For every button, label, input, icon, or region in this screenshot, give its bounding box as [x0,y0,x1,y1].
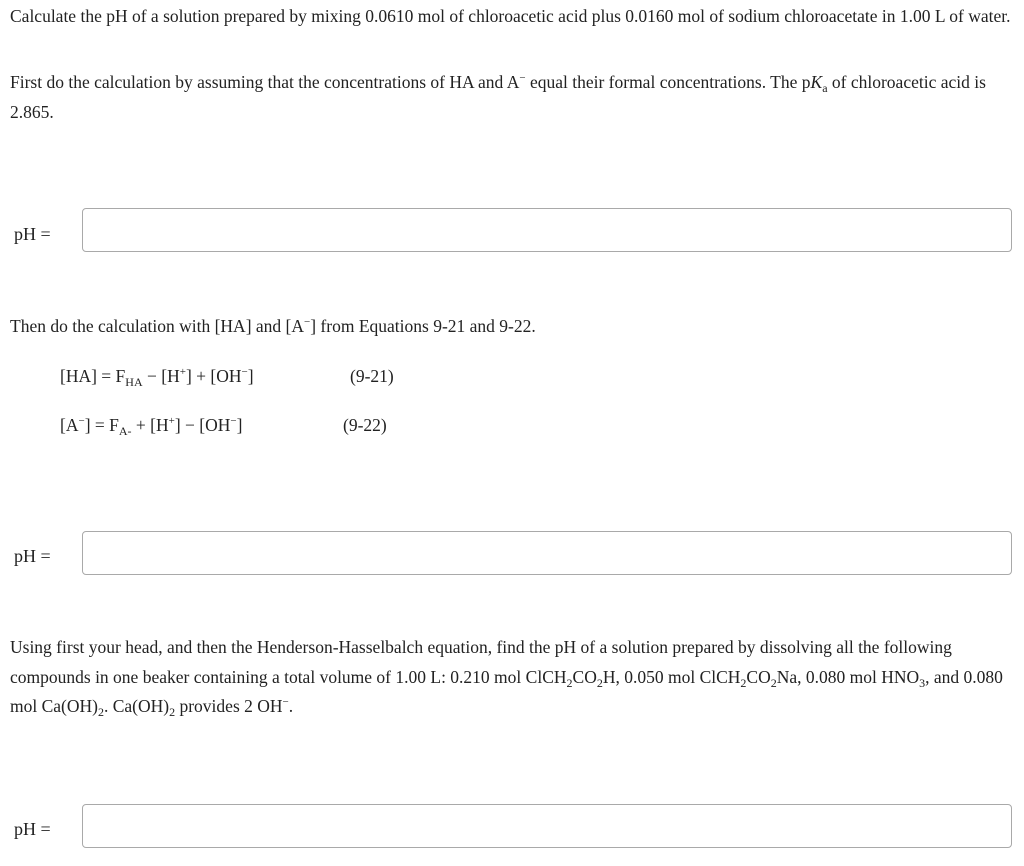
part3-s2: 2 [566,675,573,690]
part3-s4: 2 [740,675,747,690]
part3-t5: Na, 0.080 mol HNO [776,666,920,687]
equation-number-9-22: (9-22) [343,415,387,435]
part2-text-b: ] from Equations 9-21 and 9-22. [310,316,536,336]
ph-input-3[interactable] [82,804,1012,848]
eq2-mid: ] − [OH [174,415,231,435]
equation-number-9-21: (9-21) [350,366,394,386]
part3-s3: 2 [596,675,603,690]
part3-s7: 2 [97,705,104,719]
part1-text-b: equal their formal concentrations. The p [525,72,811,92]
part3-t4: CO [746,666,771,687]
part3-sup: − [282,696,289,708]
eq2-sup1: + [168,415,175,427]
eq2-sup0: − [78,415,85,427]
eq1-rhs: − [H [142,366,180,386]
equation-9-21 [60,366,254,387]
eq2-rhs: + [H [131,415,169,435]
eq1-sup1: + [179,366,186,378]
question-part2 [10,312,1012,342]
part1-text-c: of chloroacetic acid is 2.865. [10,72,986,122]
ph-input-1[interactable] [82,208,1012,252]
eq2-sup2: − [230,415,237,427]
ph-label-2: pH = [14,546,51,566]
question-part3 [10,633,1012,722]
part1-text-a: First do the calculation by assuming that the concentrations of HA and A [10,72,520,92]
part3-s5: 2 [770,675,777,690]
minus-superscript: − [519,72,526,84]
part3-t6: , and 0.080 mol Ca(OH) [10,666,1003,716]
question-intro-text: Calculate the pH of a solution prepared by mixing 0.0610 mol of chloroacetic acid plus 0.0160 mol of sodium chloroacetate in 1.00 L of water. [10,6,1011,26]
eq2-end: ] [236,415,243,435]
part3-t3: H, 0.050 mol ClCH [602,666,741,687]
eq2-lhs2: ] = F [84,415,119,435]
part3-t7: . Ca(OH) [103,696,170,716]
eq2-sub: A- [118,424,132,438]
pka-k: K [810,72,823,92]
eq1-mid: ] + [OH [185,366,242,386]
eq1-sub: HA [125,375,143,389]
eq1-end: ] [247,366,254,386]
question-part1 [10,68,1012,127]
part3-t8: provides 2 OH [175,696,283,716]
ph-label-3: pH = [14,819,51,839]
eq2-lhs: [A [60,415,79,435]
part3-t9: . [288,696,294,716]
question-intro [10,2,1012,32]
eq1-sup2: − [241,366,248,378]
pka-subscript: a [822,81,828,95]
eq1-lhs: [HA] = F [60,366,126,386]
ph-input-2[interactable] [82,531,1012,575]
minus-superscript: − [304,316,311,328]
part3-t1: Using first your head, and then the Henderson-Hasselbalch equation, find the pH of a solution prepared by dissolving all the following compounds in one beaker containing a total volume of 1.00 L: 0.210 mol ClCH [10,637,952,687]
part2-text-a: Then do the calculation with [HA] and [A [10,316,305,336]
part3-t2: CO [572,666,597,687]
part3-s6: 3 [919,675,926,690]
ph-label-1: pH = [14,224,51,244]
equation-9-22 [60,415,242,436]
part3-s8: 2 [169,705,176,719]
